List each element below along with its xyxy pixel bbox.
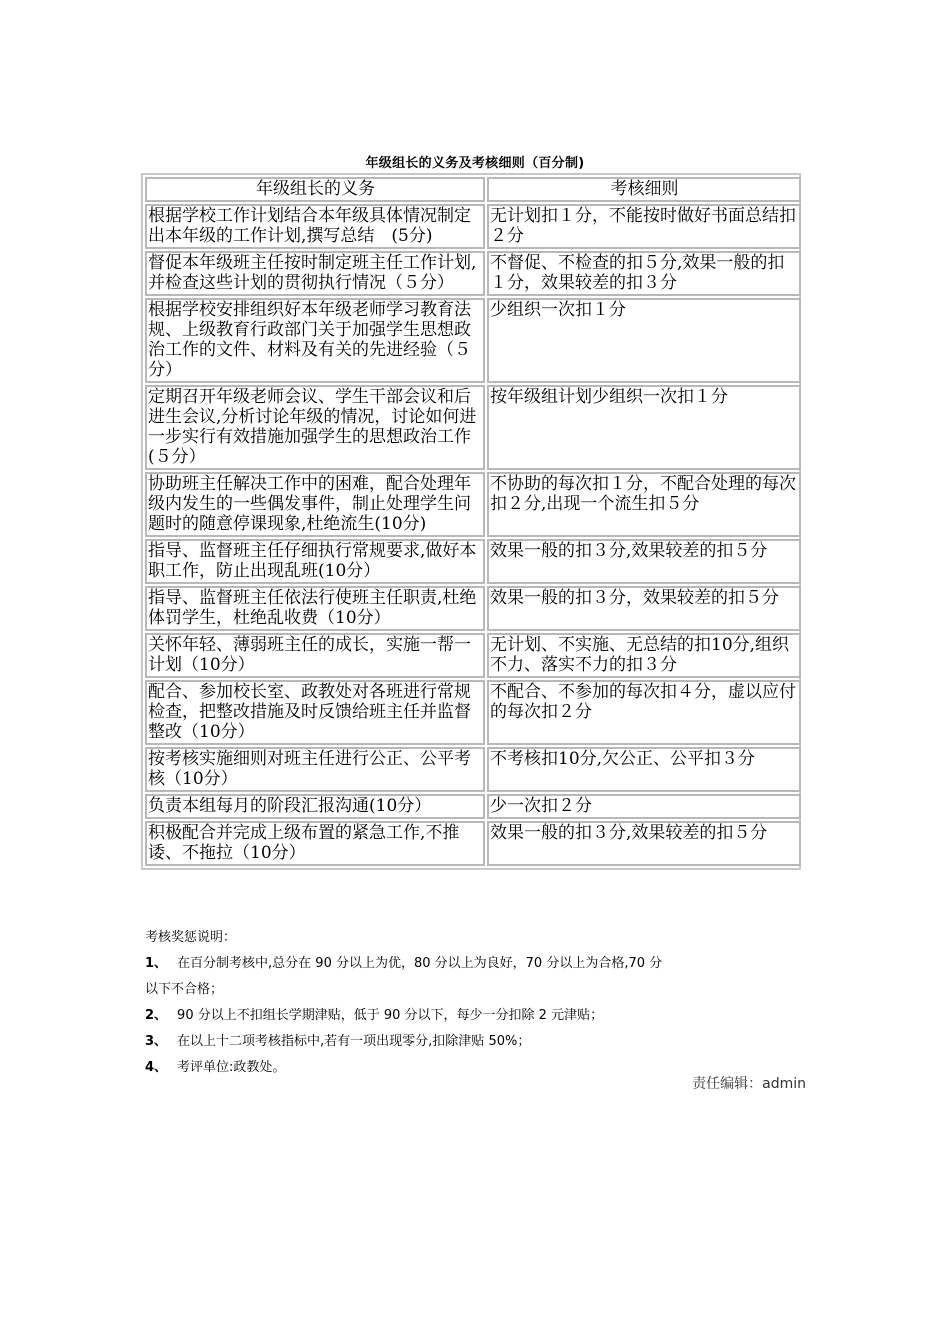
header-rule: 考核细则	[487, 177, 801, 202]
note-text: 90 分以上不扣组长学期津贴，低于 90 分以下，每少一分扣除 2 元津贴；	[177, 1008, 604, 1023]
table-row	[145, 539, 801, 584]
duty-cell: 指导、监督班主任仔细执行常规要求,做好本职工作，防止出现乱班(10分）	[145, 539, 485, 584]
table-header-row	[145, 177, 801, 202]
rules-table	[143, 175, 803, 868]
notes-section	[145, 925, 785, 1081]
rule-cell: 无计划扣１分，不能按时做好书面总结扣２分	[487, 204, 801, 249]
duty-cell: 负责本组每月的阶段汇报沟通(10分）	[145, 794, 485, 819]
rule-cell: 不考核扣10分,欠公正、公平扣３分	[487, 747, 801, 792]
rule-cell: 无计划、不实施、无总结的扣10分,组织不力、落实不力的扣３分	[487, 633, 801, 678]
duty-cell: 关怀年轻、薄弱班主任的成长，实施一帮一计划（10分）	[145, 633, 485, 678]
rule-cell: 按年级组计划少组织一次扣１分	[487, 385, 801, 470]
note-item-3	[145, 1029, 785, 1055]
duty-cell: 指导、监督班主任依法行使班主任职责,杜绝体罚学生，杜绝乱收费（10分）	[145, 586, 485, 631]
note-number: 4、	[145, 1060, 168, 1075]
rule-cell: 少组织一次扣１分	[487, 298, 801, 383]
note-item-2	[145, 1003, 785, 1029]
note-text: 在百分制考核中,总分在 90 分以上为优，80 分以上为良好，70 分以上为合格,70 分	[177, 956, 663, 971]
table-row	[145, 747, 801, 792]
note-number: 1、	[145, 956, 168, 971]
note-text: 考评单位:政教处。	[177, 1060, 286, 1075]
table-row	[145, 586, 801, 631]
duty-cell: 根据学校安排组织好本年级老师学习教育法规、上级教育行政部门关于加强学生思想政治工作的文件、材料及有关的先进经验（５分）	[145, 298, 485, 383]
note-item-1-continued: 以下不合格；	[145, 982, 224, 997]
rule-cell: 不配合、不参加的每次扣４分，虚以应付的每次扣２分	[487, 680, 801, 745]
rule-cell: 不督促、不检查的扣５分,效果一般的扣１分，效果较差的扣３分	[487, 251, 801, 296]
rule-cell: 效果一般的扣３分,效果较差的扣５分	[487, 821, 801, 866]
note-number: 2、	[145, 1008, 168, 1023]
rule-cell: 不协助的每次扣１分，不配合处理的每次扣２分,出现一个流生扣５分	[487, 472, 801, 537]
table-row	[145, 821, 801, 866]
duty-cell: 积极配合并完成上级布置的紧急工作,不推诿、不拖拉（10分）	[145, 821, 485, 866]
table-row	[145, 633, 801, 678]
table-row	[145, 385, 801, 470]
table-row	[145, 680, 801, 745]
note-item-4	[145, 1055, 785, 1081]
notes-heading: 考核奖惩说明：	[145, 930, 237, 945]
rules-table-frame	[141, 173, 801, 870]
rule-cell: 效果一般的扣３分,效果较差的扣５分	[487, 539, 801, 584]
duty-cell: 按考核实施细则对班主任进行公正、公平考核（10分）	[145, 747, 485, 792]
rule-cell: 效果一般的扣３分，效果较差的扣５分	[487, 586, 801, 631]
duty-cell: 配合、参加校长室、政教处对各班进行常规检查，把整改措施及时反馈给班主任并监督整改（10分）	[145, 680, 485, 745]
duty-cell: 根据学校工作计划结合本年级具体情况制定出本年级的工作计划,撰写总结 (5分)	[145, 204, 485, 249]
duty-cell: 定期召开年级老师会议、学生干部会议和后进生会议,分析讨论年级的情况，讨论如何进一步实行有效措施加强学生的思想政治工作(５分）	[145, 385, 485, 470]
rule-cell: 少一次扣２分	[487, 794, 801, 819]
table-row	[145, 472, 801, 537]
note-number: 3、	[145, 1034, 168, 1049]
document-title: 年级组长的义务及考核细则（百分制)	[365, 156, 585, 171]
table-row	[145, 298, 801, 383]
table-row	[145, 251, 801, 296]
duty-cell: 督促本年级班主任按时制定班主任工作计划,并检查这些计划的贯彻执行情况（５分）	[145, 251, 485, 296]
note-item-1	[145, 951, 785, 977]
table-row	[145, 794, 801, 819]
duty-cell: 协助班主任解决工作中的困难，配合处理年级内发生的一些偶发事件，制止处理学生问题时的随意停课现象,杜绝流生(10分)	[145, 472, 485, 537]
note-text: 在以上十二项考核指标中,若有一项出现零分,扣除津贴 50%；	[177, 1034, 531, 1049]
responsible-editor: 责任编辑：admin	[692, 1076, 806, 1092]
header-duty: 年级组长的义务	[145, 177, 485, 202]
table-row	[145, 204, 801, 249]
